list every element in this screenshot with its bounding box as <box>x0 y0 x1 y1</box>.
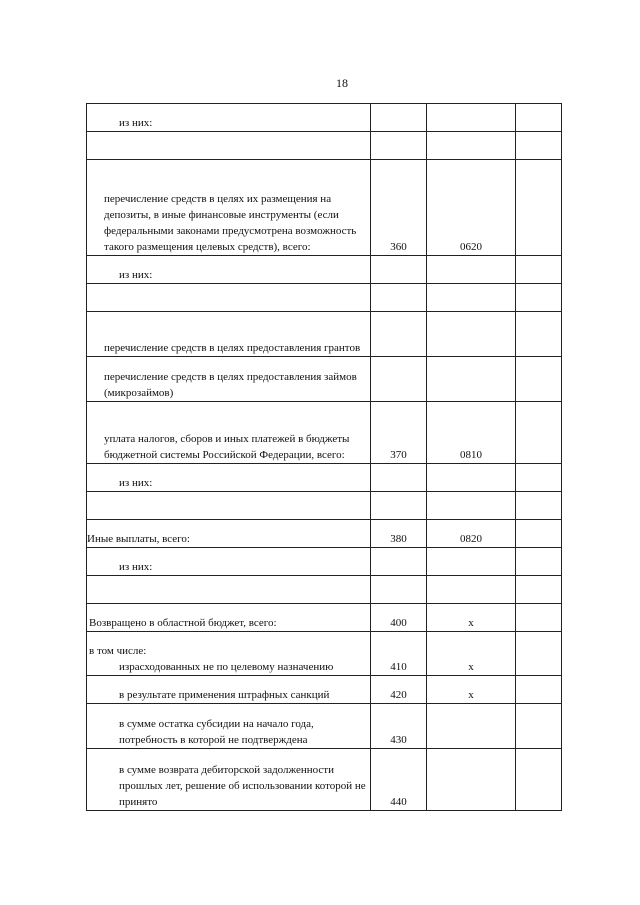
row-code: 410 <box>371 632 427 676</box>
table-row <box>87 256 562 284</box>
table-row <box>87 704 562 749</box>
row-head-text: в том числе: <box>89 645 147 657</box>
table-row <box>87 132 562 160</box>
row-sum <box>516 704 562 749</box>
row-kosgu: x <box>427 632 516 676</box>
row-label <box>87 704 371 749</box>
row-sum <box>516 676 562 704</box>
row-sum <box>516 632 562 676</box>
row-kosgu <box>427 104 516 132</box>
row-kosgu: 0810 <box>427 402 516 464</box>
row-sum <box>516 284 562 312</box>
row-label <box>87 548 371 576</box>
table-row <box>87 464 562 492</box>
row-label <box>87 520 371 548</box>
row-kosgu: x <box>427 676 516 704</box>
row-code <box>371 256 427 284</box>
row-sum <box>516 402 562 464</box>
row-label <box>87 749 371 811</box>
row-label <box>87 402 371 464</box>
row-text: перечисление средств в целях предоставления займов (микрозаймов) <box>104 371 357 399</box>
table-row <box>87 312 562 357</box>
row-text: в сумме возврата дебиторской задолженности прошлых лет, решение об использовании которой не принято <box>119 764 366 808</box>
row-sum <box>516 312 562 357</box>
row-label <box>87 160 371 256</box>
page-number: 18 <box>336 76 348 90</box>
table-row <box>87 520 562 548</box>
row-sum <box>516 576 562 604</box>
row-code <box>371 132 427 160</box>
table-row <box>87 676 562 704</box>
row-sum <box>516 464 562 492</box>
table-row <box>87 548 562 576</box>
row-kosgu <box>427 256 516 284</box>
row-kosgu <box>427 357 516 402</box>
row-sum <box>516 357 562 402</box>
row-kosgu <box>427 576 516 604</box>
row-code: 360 <box>371 160 427 256</box>
row-label <box>87 132 371 160</box>
row-kosgu <box>427 749 516 811</box>
table-row <box>87 632 562 676</box>
row-sum <box>516 548 562 576</box>
row-kosgu <box>427 284 516 312</box>
row-kosgu: 0620 <box>427 160 516 256</box>
row-kosgu <box>427 312 516 357</box>
row-label <box>87 676 371 704</box>
table-row <box>87 492 562 520</box>
row-sum <box>516 492 562 520</box>
row-sum <box>516 132 562 160</box>
table-row <box>87 104 562 132</box>
row-text: перечисление средств в целях предоставления грантов <box>104 342 361 354</box>
row-kosgu: 0820 <box>427 520 516 548</box>
row-text: в сумме остатка субсидии на начало года, потребность в которой не подтверждена <box>119 718 314 746</box>
row-label <box>87 464 371 492</box>
row-label <box>87 256 371 284</box>
row-sum <box>516 160 562 256</box>
row-code <box>371 576 427 604</box>
row-code <box>371 548 427 576</box>
row-text: Возвращено в областной бюджет, всего: <box>89 617 277 629</box>
row-label <box>87 632 371 676</box>
row-code <box>371 312 427 357</box>
table-row <box>87 284 562 312</box>
row-kosgu <box>427 492 516 520</box>
report-table <box>86 103 562 811</box>
table-row <box>87 604 562 632</box>
table-row <box>87 357 562 402</box>
row-code <box>371 284 427 312</box>
table-row <box>87 576 562 604</box>
row-kosgu <box>427 132 516 160</box>
row-text: из них: <box>119 117 153 129</box>
table-row <box>87 402 562 464</box>
row-text: Иные выплаты, всего: <box>87 533 190 545</box>
row-code: 380 <box>371 520 427 548</box>
row-kosgu: x <box>427 604 516 632</box>
row-code: 430 <box>371 704 427 749</box>
row-code: 370 <box>371 402 427 464</box>
row-label <box>87 312 371 357</box>
row-label <box>87 604 371 632</box>
row-sum <box>516 104 562 132</box>
row-text: в результате применения штрафных санкций <box>119 689 330 701</box>
row-label <box>87 284 371 312</box>
row-code: 420 <box>371 676 427 704</box>
row-label <box>87 357 371 402</box>
row-code <box>371 357 427 402</box>
row-code: 400 <box>371 604 427 632</box>
row-text: из них: <box>119 269 153 281</box>
row-sum <box>516 604 562 632</box>
row-sum <box>516 520 562 548</box>
table-row <box>87 749 562 811</box>
row-label <box>87 576 371 604</box>
row-code <box>371 104 427 132</box>
row-sum <box>516 256 562 284</box>
row-kosgu <box>427 464 516 492</box>
row-text: перечисление средств в целях их размещения на депозиты, в иные финансовые инструменты (если федеральными законами предусмотрена возможность такого размещения целевых средств), всего: <box>104 193 357 253</box>
row-code <box>371 492 427 520</box>
row-text: из них: <box>119 477 153 489</box>
row-text: уплата налогов, сборов и иных платежей в бюджеты бюджетной системы Российской Федерации, всего: <box>104 433 350 461</box>
row-sum <box>516 749 562 811</box>
row-label <box>87 104 371 132</box>
table-row <box>87 160 562 256</box>
row-code <box>371 464 427 492</box>
row-text: из них: <box>119 561 153 573</box>
row-kosgu <box>427 548 516 576</box>
row-kosgu <box>427 704 516 749</box>
row-label <box>87 492 371 520</box>
row-code: 440 <box>371 749 427 811</box>
row-text: израсходованных не по целевому назначению <box>119 661 334 673</box>
